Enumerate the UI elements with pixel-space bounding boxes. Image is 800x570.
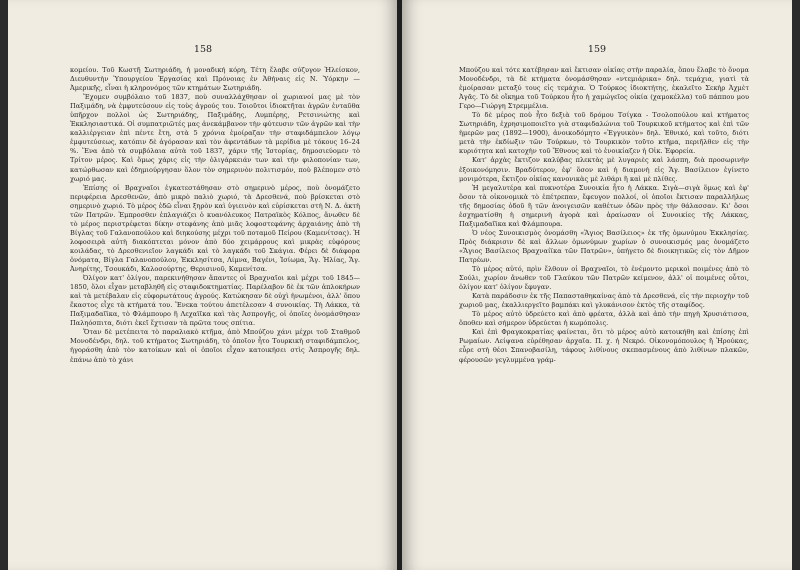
paragraph: Τὸ δὲ μέρος ποὺ ἦτο δεξιὰ τοῦ δρόμου Τσίγκα - Τσολοπούλου καὶ κτήματος Σωτηριάδη, ἐχρησιμοποιεῖτο γιὰ σταφιδαλώνια τοῦ Τουρκικοῦ κτήματος καὶ ἐπὶ τῶν ἡμερῶν μας (1892—1900), ἀνοικοδόμητο «Ἐγγυικὸν» δηλ. Ἐθνικό, καὶ τοῦτο, διότι μετὰ τὴν ἐκδίωξιν τῶν Τούρκων, τὸ Τουρκικὸν τοῦτο κτῆμα, περιῆλθεν εἰς τὴν κυριότητα καὶ κατοχὴν τοῦ Ἔθνους καὶ τὸ ἐνοικίαζεν ἡ Οἰκ. Ἐφορεία. xyxy=(459,111,749,156)
paragraph: Τὸ μέρος αὐτό, πρὶν ἔλθουν οἱ Βραχναῖοι, τὸ ἐνέμοντο μερικοὶ ποιμένες ἀπὸ τὸ Σούλι, χωρίον ἄνωθεν τοῦ Γλαύκου τῶν Πατρῶν κείμενον, ἀλλ' οἱ ποιμένες οὗτοι, ὀλίγον κατ' ὀλίγον ἔφυγαν. xyxy=(459,265,749,292)
right-page xyxy=(402,0,792,570)
page-text xyxy=(459,66,749,365)
paragraph: Μπούζου καὶ τότε κατέβησαν καὶ ἔκτισαν οἰκίας στὴν παραλία, ὅπου ἔλαβε τὸ ὄνομα Μονοδένδρι, τὰ δὲ κτήματα ὀνομάσθησαν «ντεμιάρικα» δηλ. τεμάχια, γιατὶ τὰ ἐμοίρασαν μεταξύ τους εἰς τεμάχια. Ὁ Τούρκος ἰδιοκτήτης, ἐκαλεῖτο Σεκὴρ Ἀχμὲτ Ἀγᾶς. Τὸ δὲ οἴκημα τοῦ Τούρκου ἦτο ἡ χαμώγεῖος οἰκία (χαμοκέλλα) τοῦ πάππου μου Γερο—Γιώργη Στρεμμέλια. xyxy=(459,66,749,111)
paragraph: κομείου. Τοῦ Κωστῆ Σωτηριάδη, ἡ μοναδική κόρη, Τέτη ἔλαβε σύζυγον Ἠλείσκον, Διευθυντὴν Ὑπουργείου Ἐργασίας καὶ Πρόνοιας ἐν Ἀθήναις εἰς Ν. Ὑόρκην — Ἀμερικῆς, εἶναι ἡ κληρονόμος τῶν κτημάτων Σωτηριάδη. xyxy=(70,66,360,93)
left-page xyxy=(8,0,398,570)
paragraph: Κατὰ παράδοσιν ἐκ τῆς Παπασταθηκαίνας ἀπὸ τὰ Δρεσθενά, εἰς τὴν περιοχὴν τοῦ χωριοῦ μας, ἐκαλλιεργεῖτο βαμπάκι καὶ γλυκάνισον ἐκτὸς τῆς σταφίδος. xyxy=(459,292,749,310)
paragraph: Ὀλίγον κατ' ὀλίγον, παρεκινήθησαν ἅπαντες οἱ Βραχναῖοι καὶ μέχρι τοῦ 1845—1850, ὅλοι εἶχαν μεταβληθῆ εἰς σταφιδοκτηματίας. Παρέλαβον δὲ ἐκ τῶν ἀπλοκήρων καὶ τὰ μετέβαλαν εἰς εὐφορωτάτους ἀγρούς. Κατώκησαν δὲ οὐχὶ ἠνωμένοι, ἀλλ' ὅπου ἕκαστος εἶχε τὰ κτήματά του. Ἕνεκα τούτου ἀπετέλεσαν 4 συνοικίας. Τὴ Λάκκα, τὰ Παξιμαδαῖϊκα, τὸ Φλάμπουρο ἢ Λεχαϊῖκα καὶ τὰς Ἀσπρογῆς, οἱ ὁποῖες ὀνομάσθησαν Παληόσπιτα, διότι ἐκεῖ ἔχτισαν τὰ πρῶτα τους σπίτια. xyxy=(70,274,360,328)
paragraph: Κατ' ἀρχὰς ἔκτιζον καλύβας πλεκτὰς μὲ λυγαριὲς καὶ λάσπη, διὰ προσωρινὴν ἐξοικονόμησιν. Βραδύτερον, ἐφ' ὅσον καὶ ἡ διαμονὴ εἰς Ἅγ. Βασίλειον ἐγίνετο μονιμότερα, ἔκτιζον οἰκίας κανονικὰς μὲ λιθάρι ἢ καὶ μὲ πλίθες. xyxy=(459,156,749,183)
page-number: 158 xyxy=(193,44,213,55)
paragraph: Ὁ νέος Συνοικισμὸς ὀνομάσθη «Ἅγιος Βασίλειος» ἐκ τῆς ὁμωνύμου Ἐκκλησίας. Πρὸς διάκρισιν δὲ καὶ ἄλλων ὁμωνύμων χωρίων ὁ συνοικισμός μας ὀνομάζετο «Ἅγιος Βασίλειος Βραχναίϊκα τῶν Πατρῶν», ὑπήγετο δὲ διοικητικῶς εἰς τὸν Δῆμον Πατρέων. xyxy=(459,228,749,264)
page-number: 159 xyxy=(587,44,607,55)
page-text xyxy=(70,66,360,365)
paragraph: Ἐπίσης οἱ Βραχναῖοι ἐγκατεστάθησαν στὸ σημερινὸ μέρος, ποὺ ὀνομάζετο περιφέρεια Δρεσθενῶν, ἀπὸ μικρὸ παλιὸ χωριό, τὰ Δρεσθενά, ποὺ βρίσκεται στὸ σημερινὸ χωριό. Τὸ μέρος ἐδῶ εἶναι ξηρὸν καὶ ὑγιεινὸν καὶ εὑρίσκεται στὴ Ν. Δ. ἀκτὴ τῶν Πατρῶν. Ἐμπροσθεν ἐπλαγιάζει ὁ κυανόλευκος Πατραϊκὸς Κόλπος, ἄνωθεν δὲ τὸ μέρος περιστρέφεται δίκην στεφάνης ἀπὸ μιᾶς λοφοστεφάνης ἀρχαιάνης ἀπὸ τὴ Βίγλας τοῦ Γαλανοπούλου καὶ διηκούσης μέχρι τοῦ ποταμοῦ Πείρου (Καμενίτσας). Ἡ λοφοσειρὰ αὐτὴ διακόπτεται μόνον ἀπὸ δύο χειμάρρους καὶ μικρὰς εὐφόρους κοιλάδας, τὸ Δρεσθενιεῖον λαγκάδι καὶ τὸ λαγκάδι τοῦ Σκάγια. Φέρει δὲ διάφορα ὀνόματα, Βίγλα Γαλανοπούλου, Ἐκκλησίτσα, Λίμνα, Βαγένι, Ἰσίωμα, Ἅγ. Ἠλίας, Ἅγ. Ἀνηρίτης, Τσουκάδι, Καλοσούρτης, Θερισινοῦ, Καμενίτσα. xyxy=(70,183,360,274)
paragraph: Ἔχομεν συμβόλαιο τοῦ 1837, ποὺ συναλλάχθησαν οἱ χωριανοί μας μὲ τὸν Παξιμάδη, νὰ ἐμφυτεύσουν εἰς τοὺς ἀγρούς του. Τοιοῦτοι ἰδιοκτῆται ἀγρῶν ἐνταῦθα ὑπῆρχον πολλοὶ ὡς Σωτηριάδης, Παξιμάδης, Λυμπέρης, Ρετσινιώτης καὶ Ἐκκλησιαστικά. Οἱ συμπατριῶτές μας ἀνεκάμβανον τὴν φύτευσιν τῶν ἀγρῶν καὶ τὴν καλλιέργειαν ἐπὶ πέντε ἔτη, στὰ 5 χρόνια ἐμοίραζαν τὴν σταφιδάμπελον λόγῳ ἐμφυτεύσεως, κατόπιν δὲ ἀγόρασαν καὶ τὸν ἀφεντάδων τὰ μερίδια μὲ τόκους 16–24 %. Ἕνα ἀπὸ τὰ συμβόλαια αὐτὰ τοῦ 1837, χάριν τῆς Ἱστορίας, δημοσιεύομεν τὸ Τρίτον μέρος. Καὶ ὅμως χάρις εἰς τὴν ὀλιγάρκειάν των καὶ τὴν φιλοπονίαν των, κατώρθωσαν καὶ ἐδημιούργησαν ὅλον τὸν σημερινὸν πολιτισμόν, ποὺ βλέπομεν στὸ χωριό μας. xyxy=(70,93,360,183)
paragraph: Ἡ μεγαλυτέρα καὶ πυκνοτέρα Συνοικία ἦτο ἡ Λάκκα. Σιγὰ—σιγὰ ὅμως καὶ ἐφ' ὅσον τὰ οἰκονομικὰ τὸ ἐπέτρεπαν, ἔφευγον πολλοί, οἱ ὁποῖοι ἔκτισαν παραλλήλως τῆς δημοσίας ὁδοῦ ἢ τῶν ἀνοιγεισῶν καθέτων ὁδῶν πρὸς τὴν θάλασσαν. Κι' ὅσοι ἐσχηματίσθη ἡ σημερινὴ ἀγορὰ καὶ ἀραίωσαν οἱ Συνοικίες τῆς Λάκκας, Παξιμαδαῖϊκα καὶ Φλάμπουρα. xyxy=(459,183,749,228)
paragraph: Καὶ ἐπὶ Φραγκοκρατίας φαίνεται, ὅτι τὸ μέρος αὐτὸ κατοικήθη καὶ ἐπίσης ἐπὶ Ρωμαίων. Λείψανα εὑρέθησαν ἀρχαῖα. Π. χ. ἡ Νεκρό. Οἰκονομόπουλος ἢ Ἡρούκας, εὗρε στὴ θέσι Σπανοβασίλη, τάφους λιθίνους σκεπασμένους ἀπὸ λιθίνων πλακῶν, φέρουσῶν γεγλυμμένα γράμ- xyxy=(459,328,749,364)
paragraph: Ὅταν δὲ μετέπειτα τὸ παραλιακὸ κτῆμα, ἀπὸ Μπούζου χάνι μέχρι τοῦ Σταθμοῦ Μονοδένδρι, δηλ. τοῦ κτήματος Σωτηριάδη, τὸ ὁποῖον ἦτο Τουρκικὴ σταφιδάμπελος, ἠγοράσθη ἀπὸ τὸν κατοίκων καὶ οἱ ὁποῖοι εἶχαν κατοικήσει στὶς Ἀσπρογῆς δηλ. ἐπάνω ἀπὸ τὸ χάνι xyxy=(70,328,360,364)
paragraph: Τὸ μέρος αὐτὸ ὑδρεύετο καὶ ἀπὸ φρέατα, ἀλλὰ καὶ ἀπὸ τὴν πηγὴ Χρυσιάτισσα, ὅποθεν καὶ σήμερον ὑδρεύεται ἡ κωμόπολις. xyxy=(459,310,749,328)
